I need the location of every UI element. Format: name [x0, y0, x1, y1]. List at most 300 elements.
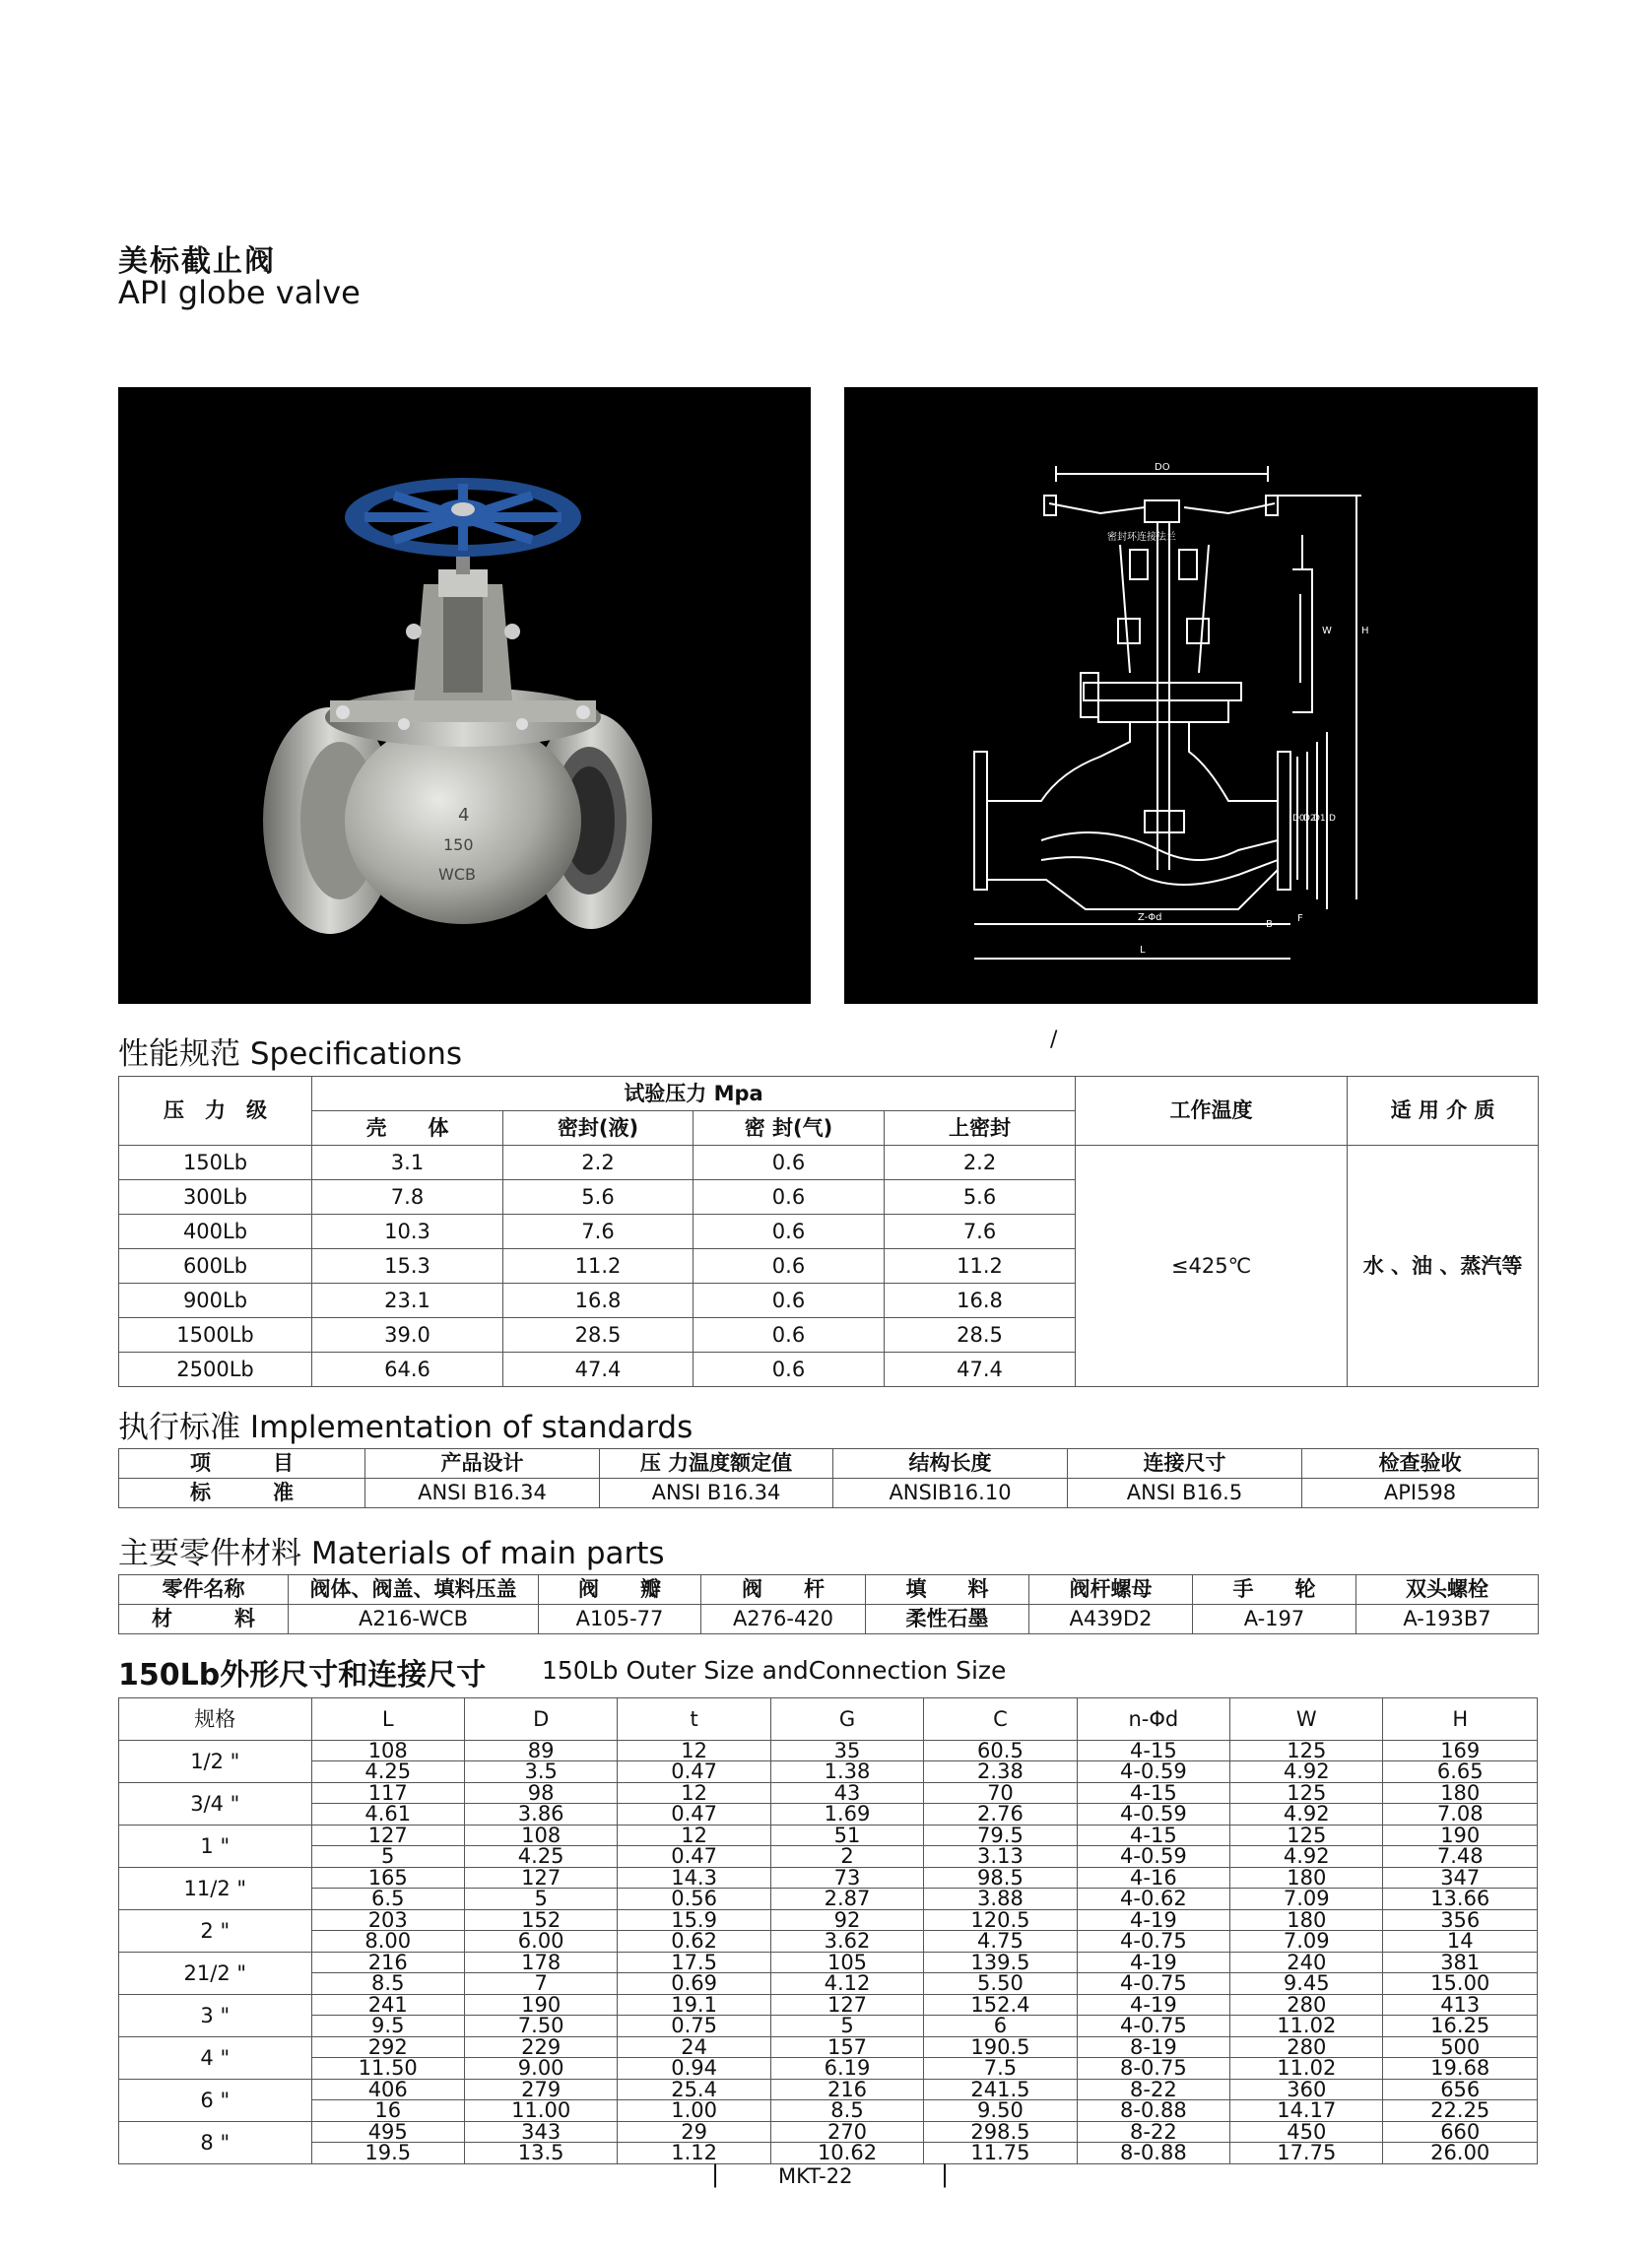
cell: 10.3 [312, 1215, 503, 1249]
value-mm: 127 [771, 1995, 923, 2016]
dimension-cell [924, 1783, 1077, 1826]
value-inch: 4-0.75 [1120, 2014, 1187, 2037]
cell: W [1230, 1698, 1383, 1741]
size-cell: 6 " [119, 2080, 312, 2122]
dimension-cell [770, 1995, 923, 2037]
dimension-cell [618, 1995, 770, 2037]
value-inch: 8-0.88 [1120, 2098, 1187, 2122]
dimension-cell [924, 1995, 1077, 2037]
title-english: API globe valve [118, 274, 361, 311]
value-inch: 15.00 [1430, 1971, 1490, 1995]
value-inch: 2.87 [824, 1887, 871, 1910]
value-mm: 24 [618, 2037, 769, 2058]
dimension-cell [618, 1868, 770, 1910]
dimension-cell [1077, 1910, 1229, 1953]
value-mm: 25.4 [618, 2080, 769, 2100]
cell: A105-77 [539, 1605, 701, 1634]
value-inch: 3.88 [977, 1887, 1024, 1910]
cell: t [618, 1698, 770, 1741]
cell: 0.6 [694, 1318, 885, 1353]
cell: 15.3 [312, 1249, 503, 1284]
value-inch: 7.50 [517, 2014, 564, 2037]
cell: 1500Lb [119, 1318, 312, 1353]
dimension-cell [770, 1741, 923, 1783]
value-mm: 4-19 [1078, 1953, 1229, 1973]
value-mm: 178 [465, 1953, 617, 1973]
dimension-cell [924, 1868, 1077, 1910]
value-inch: 3.13 [977, 1844, 1024, 1868]
cell: ANSI B16.34 [600, 1479, 833, 1508]
specifications-table [118, 1076, 1539, 1387]
cell: 64.6 [312, 1353, 503, 1387]
cell: 填 料 [866, 1575, 1029, 1605]
table-row [119, 2080, 1538, 2122]
value-inch: 11.02 [1277, 2056, 1337, 2080]
value-mm: 495 [312, 2122, 464, 2143]
table-row [119, 1741, 1538, 1783]
value-inch: 16 [374, 2098, 402, 2122]
dimension-cell [464, 1953, 617, 1995]
cell: 47.4 [503, 1353, 694, 1387]
cell: ANSIB16.10 [833, 1479, 1068, 1508]
page-number: MKT-22 [778, 2164, 853, 2188]
dimension-cell [1077, 1868, 1229, 1910]
cell: API598 [1302, 1479, 1539, 1508]
valve-class-mark: 150 [443, 835, 474, 854]
value-mm: 125 [1230, 1741, 1382, 1761]
value-inch: 19.5 [364, 2141, 412, 2164]
value-inch: 5 [534, 1887, 548, 1910]
value-mm: 180 [1383, 1783, 1537, 1804]
value-mm: 8-22 [1078, 2122, 1229, 2143]
value-mm: 169 [1383, 1741, 1537, 1761]
dimension-cell [1383, 1826, 1538, 1868]
value-inch: 7.08 [1436, 1802, 1484, 1826]
value-inch: 3.62 [824, 1929, 871, 1953]
cell: 检查验收 [1302, 1449, 1539, 1479]
value-inch: 4-0.59 [1120, 1844, 1187, 1868]
table-row [119, 1995, 1538, 2037]
dimension-cell [1077, 1995, 1229, 2037]
dimension-cell [1077, 2080, 1229, 2122]
cell: L [311, 1698, 464, 1741]
value-inch: 22.25 [1430, 2098, 1490, 2122]
cell: H [1383, 1698, 1538, 1741]
cell: 2.2 [503, 1146, 694, 1180]
dimension-cell [311, 1868, 464, 1910]
dimension-cell [924, 1741, 1077, 1783]
value-inch: 7 [534, 1971, 548, 1995]
value-mm: 343 [465, 2122, 617, 2143]
value-mm: 216 [312, 1953, 464, 1973]
value-mm: 406 [312, 2080, 464, 2100]
size-cell: 1/2 " [119, 1741, 312, 1783]
value-inch: 9.50 [977, 2098, 1024, 2122]
value-mm: 51 [771, 1826, 923, 1846]
cell: 0.6 [694, 1146, 885, 1180]
cell: G [770, 1698, 923, 1741]
dimension-cell [1383, 2122, 1538, 2164]
value-inch: 11.75 [970, 2141, 1030, 2164]
value-inch: 5 [840, 2014, 854, 2037]
cell: 28.5 [885, 1318, 1076, 1353]
value-inch: 2 [840, 1844, 854, 1868]
value-mm: 165 [312, 1868, 464, 1889]
dim-label-d: D [1329, 814, 1336, 824]
value-mm: 157 [771, 2037, 923, 2058]
value-inch: 7.09 [1283, 1929, 1330, 1953]
dimension-cell [924, 1910, 1077, 1953]
col-medium: 适 用 介 质 [1348, 1077, 1539, 1146]
footer-bar-left: | [711, 2160, 720, 2188]
value-mm: 105 [771, 1953, 923, 1973]
size-cell: 8 " [119, 2122, 312, 2164]
value-inch: 14 [1446, 1929, 1474, 1953]
value-inch: 7.48 [1436, 1844, 1484, 1868]
value-mm: 108 [312, 1741, 464, 1761]
value-mm: 360 [1230, 2080, 1382, 2100]
value-mm: 125 [1230, 1826, 1382, 1846]
cell: 材 料 [119, 1605, 289, 1634]
dimension-cell [311, 1783, 464, 1826]
cell: 3.1 [312, 1146, 503, 1180]
dimension-cell [1230, 1783, 1383, 1826]
dimension-cell [924, 1953, 1077, 1995]
value-inch: 9.45 [1283, 1971, 1330, 1995]
footer-bar-right: | [941, 2160, 950, 2188]
value-inch: 4.12 [824, 1971, 871, 1995]
standards-heading: 执行标准 Implementation of standards [118, 1410, 694, 1445]
dimension-cell [311, 1995, 464, 2037]
dimension-cell [1077, 1953, 1229, 1995]
dimension-cell [618, 2122, 770, 2164]
standards-table [118, 1448, 1539, 1508]
value-mm: 450 [1230, 2122, 1382, 2143]
value-inch: 0.62 [671, 1929, 717, 1953]
size-cell: 11/2 " [119, 1868, 312, 1910]
dimension-cell [311, 2080, 464, 2122]
table-row [119, 1826, 1538, 1868]
cell: 11.2 [503, 1249, 694, 1284]
value-mm: 19.1 [618, 1995, 769, 2016]
dim-label-bolt: Z-Φd [1138, 912, 1162, 923]
value-inch: 11.50 [358, 2056, 418, 2080]
cell: 0.6 [694, 1284, 885, 1318]
dimension-cell [464, 2122, 617, 2164]
col-upper-seal: 上密封 [885, 1111, 1076, 1146]
table-row [119, 1868, 1538, 1910]
dim-label-d1: D1 [1313, 814, 1326, 824]
dimension-cell [1383, 1783, 1538, 1826]
dimensions-table [118, 1697, 1538, 2164]
value-inch: 6.00 [517, 1929, 564, 1953]
value-inch: 3.86 [517, 1802, 564, 1826]
cell: C [924, 1698, 1077, 1741]
cell: 连接尺寸 [1068, 1449, 1302, 1479]
value-mm: 216 [771, 2080, 923, 2100]
value-inch: 2.76 [977, 1802, 1024, 1826]
dimension-cell [1230, 2080, 1383, 2122]
cell: 16.8 [885, 1284, 1076, 1318]
value-mm: 8-22 [1078, 2080, 1229, 2100]
dimension-cell [1383, 1995, 1538, 2037]
cell: 双头螺栓 [1356, 1575, 1539, 1605]
value-mm: 98.5 [924, 1868, 1076, 1889]
value-inch: 0.47 [671, 1802, 717, 1826]
dim-label-f: F [1297, 913, 1303, 924]
dimension-cell [1383, 1910, 1538, 1953]
dim-label-h: H [1361, 626, 1369, 636]
value-inch: 4.25 [364, 1759, 412, 1783]
size-cell: 3/4 " [119, 1783, 312, 1826]
value-mm: 98 [465, 1783, 617, 1804]
value-inch: 4-0.62 [1120, 1887, 1187, 1910]
value-mm: 381 [1383, 1953, 1537, 1973]
cell: 压 力温度额定值 [600, 1449, 833, 1479]
value-mm: 79.5 [924, 1826, 1076, 1846]
col-shell: 壳 体 [312, 1111, 503, 1146]
value-inch: 5 [381, 1844, 395, 1868]
dim-label-l: L [1140, 945, 1146, 956]
value-inch: 11.00 [511, 2098, 571, 2122]
value-mm: 127 [312, 1826, 464, 1846]
value-mm: 241.5 [924, 2080, 1076, 2100]
valve-cross-section-drawing [844, 387, 1538, 1004]
medium-value: 水 、油 、蒸汽等 [1348, 1146, 1539, 1387]
value-mm: 70 [924, 1783, 1076, 1804]
table-row [119, 1783, 1538, 1826]
dimension-cell [311, 2037, 464, 2080]
dimension-cell [618, 1826, 770, 1868]
cell: n-Φd [1077, 1698, 1229, 1741]
value-mm: 656 [1383, 2080, 1537, 2100]
value-inch: 0.94 [671, 2056, 717, 2080]
value-mm: 413 [1383, 1995, 1537, 2016]
cell: 23.1 [312, 1284, 503, 1318]
value-mm: 152 [465, 1910, 617, 1931]
cell: 规格 [119, 1698, 312, 1741]
cell: 28.5 [503, 1318, 694, 1353]
value-mm: 120.5 [924, 1910, 1076, 1931]
cell: 零件名称 [119, 1575, 289, 1605]
dimension-cell [1230, 1741, 1383, 1783]
value-mm: 17.5 [618, 1953, 769, 1973]
value-inch: 1.00 [671, 2098, 717, 2122]
col-pressure-class: 压 力 级 [119, 1077, 312, 1146]
dimension-cell [618, 1910, 770, 1953]
value-inch: 1.38 [824, 1759, 871, 1783]
col-working-temp: 工作温度 [1076, 1077, 1348, 1146]
value-inch: 4-0.59 [1120, 1759, 1187, 1783]
dimension-cell [464, 1910, 617, 1953]
cell: 手 轮 [1193, 1575, 1356, 1605]
value-mm: 152.4 [924, 1995, 1076, 2016]
dimension-cell [770, 2080, 923, 2122]
cell: 阀体、阀盖、填料压盖 [289, 1575, 539, 1605]
dimension-cell [1230, 2122, 1383, 2164]
dimension-cell [770, 2037, 923, 2080]
value-mm: 347 [1383, 1868, 1537, 1889]
dimension-cell [464, 1995, 617, 2037]
value-inch: 4.61 [364, 1802, 412, 1826]
value-mm: 35 [771, 1741, 923, 1761]
value-mm: 12 [618, 1826, 769, 1846]
value-mm: 241 [312, 1995, 464, 2016]
value-inch: 13.66 [1430, 1887, 1490, 1910]
dimension-cell [1077, 2037, 1229, 2080]
value-inch: 8.00 [364, 1929, 412, 1953]
dimension-cell [311, 2122, 464, 2164]
value-inch: 6.65 [1436, 1759, 1484, 1783]
value-inch: 26.00 [1430, 2141, 1490, 2164]
value-mm: 4-19 [1078, 1910, 1229, 1931]
value-inch: 6.19 [824, 2056, 871, 2080]
cell: A-193B7 [1356, 1605, 1539, 1634]
cell: 16.8 [503, 1284, 694, 1318]
dim-label-w: W [1322, 626, 1332, 636]
value-inch: 0.47 [671, 1844, 717, 1868]
dimensions-heading-en: 150Lb Outer Size andConnection Size [542, 1656, 1007, 1685]
cell: 阀杆螺母 [1029, 1575, 1193, 1605]
dim-label-do: DO [1155, 462, 1170, 473]
dimension-cell [1077, 2122, 1229, 2164]
dimension-cell [770, 1826, 923, 1868]
dimension-cell [1230, 1868, 1383, 1910]
cell: 项 目 [119, 1449, 365, 1479]
value-mm: 60.5 [924, 1741, 1076, 1761]
cell: 600Lb [119, 1249, 312, 1284]
dimension-cell [1230, 1910, 1383, 1953]
value-inch: 4.92 [1283, 1844, 1330, 1868]
seal-ring-note: 密封环连接法兰 [1107, 532, 1176, 543]
value-mm: 203 [312, 1910, 464, 1931]
value-inch: 4.75 [977, 1929, 1024, 1953]
value-inch: 0.69 [671, 1971, 717, 1995]
size-cell: 2 " [119, 1910, 312, 1953]
value-mm: 190 [1383, 1826, 1537, 1846]
cell: 标 准 [119, 1479, 365, 1508]
size-cell: 3 " [119, 1995, 312, 2037]
value-mm: 229 [465, 2037, 617, 2058]
cell: 7.6 [503, 1215, 694, 1249]
value-inch: 0.75 [671, 2014, 717, 2037]
value-mm: 500 [1383, 2037, 1537, 2058]
dimension-cell [1383, 2080, 1538, 2122]
cell: 7.6 [885, 1215, 1076, 1249]
footer [0, 2160, 1652, 2190]
cell: 0.6 [694, 1215, 885, 1249]
cell: 900Lb [119, 1284, 312, 1318]
cell: 阀 瓣 [539, 1575, 701, 1605]
value-mm: 73 [771, 1868, 923, 1889]
dimension-cell [618, 1741, 770, 1783]
dimension-cell [1077, 1783, 1229, 1826]
value-inch: 5.50 [977, 1971, 1024, 1995]
cell: 5.6 [885, 1180, 1076, 1215]
value-inch: 1.69 [824, 1802, 871, 1826]
materials-table [118, 1574, 1539, 1634]
dimension-cell [770, 2122, 923, 2164]
dimension-cell [464, 2037, 617, 2080]
separator-mark: / [1050, 1028, 1058, 1052]
dimension-cell [1230, 2037, 1383, 2080]
dimension-cell [1230, 1953, 1383, 1995]
cell: 0.6 [694, 1249, 885, 1284]
cell: A276-420 [701, 1605, 866, 1634]
dimension-cell [924, 2122, 1077, 2164]
cell: D [464, 1698, 617, 1741]
dimension-cell [311, 1910, 464, 1953]
dimension-cell [924, 2037, 1077, 2080]
valve-material-mark: WCB [438, 865, 476, 884]
materials-heading: 主要零件材料 Materials of main parts [118, 1536, 665, 1571]
value-mm: 180 [1230, 1910, 1382, 1931]
cell: 11.2 [885, 1249, 1076, 1284]
value-mm: 14.3 [618, 1868, 769, 1889]
value-inch: 7.5 [983, 2056, 1018, 2080]
value-mm: 43 [771, 1783, 923, 1804]
value-mm: 117 [312, 1783, 464, 1804]
col-seal-gas: 密 封(气) [694, 1111, 885, 1146]
dimension-cell [1230, 1826, 1383, 1868]
dimension-cell [1383, 1741, 1538, 1783]
cell: A-197 [1193, 1605, 1356, 1634]
value-mm: 125 [1230, 1783, 1382, 1804]
table-row [119, 1605, 1539, 1634]
value-inch: 4-0.75 [1120, 1971, 1187, 1995]
dimension-cell [464, 1783, 617, 1826]
cell: 阀 杆 [701, 1575, 866, 1605]
value-inch: 4.25 [517, 1844, 564, 1868]
cell: 2500Lb [119, 1353, 312, 1387]
dimension-cell [924, 1826, 1077, 1868]
dimension-cell [618, 1783, 770, 1826]
value-mm: 240 [1230, 1953, 1382, 1973]
value-mm: 4-19 [1078, 1995, 1229, 2016]
value-mm: 12 [618, 1741, 769, 1761]
dimension-cell [464, 2080, 617, 2122]
value-inch: 8-0.88 [1120, 2141, 1187, 2164]
value-inch: 3.5 [524, 1759, 558, 1783]
dimension-cell [770, 1868, 923, 1910]
value-inch: 9.00 [517, 2056, 564, 2080]
dimension-cell [618, 2037, 770, 2080]
value-mm: 8-19 [1078, 2037, 1229, 2058]
value-inch: 14.17 [1277, 2098, 1337, 2122]
cell: 300Lb [119, 1180, 312, 1215]
value-mm: 280 [1230, 2037, 1382, 2058]
valve-drawing [844, 387, 1538, 1004]
value-inch: 2.38 [977, 1759, 1024, 1783]
valve-photo [118, 387, 811, 1004]
value-mm: 4-15 [1078, 1783, 1229, 1804]
dimensions-heading-cn: 150Lb外形尺寸和连接尺寸 [118, 1658, 487, 1693]
title-chinese: 美标截止阀 [118, 244, 276, 279]
cell: 7.8 [312, 1180, 503, 1215]
value-inch: 17.75 [1277, 2141, 1337, 2164]
table-row [119, 2037, 1538, 2080]
value-inch: 8.5 [830, 2098, 864, 2122]
dimension-cell [1230, 1995, 1383, 2037]
value-mm: 280 [1230, 1995, 1382, 2016]
table-row [119, 1479, 1539, 1508]
dimension-cell [770, 1953, 923, 1995]
value-inch: 16.25 [1430, 2014, 1490, 2037]
dimension-cell [464, 1741, 617, 1783]
value-inch: 4-0.59 [1120, 1802, 1187, 1826]
value-mm: 660 [1383, 2122, 1537, 2143]
value-mm: 279 [465, 2080, 617, 2100]
